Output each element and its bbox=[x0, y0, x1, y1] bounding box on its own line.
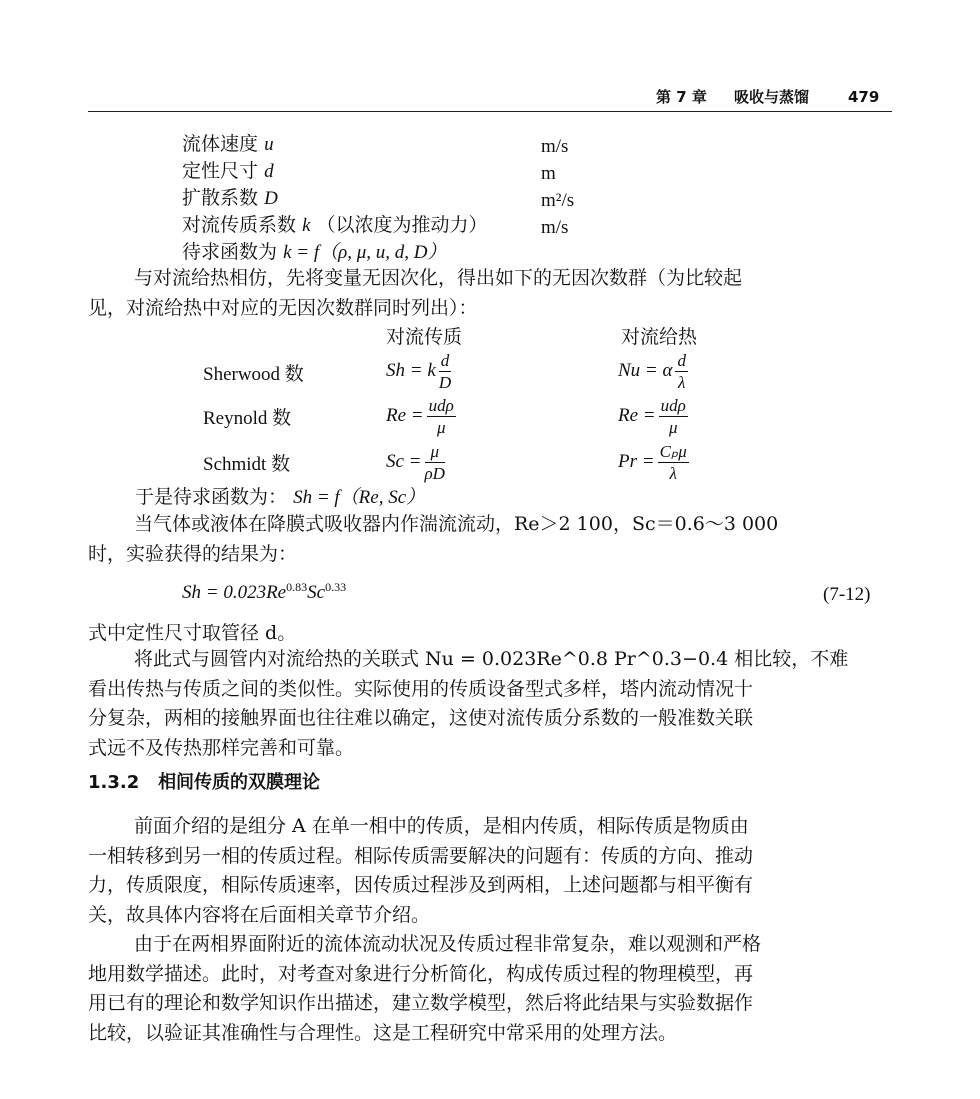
equation-7-12: $Sh = 0.023Re^{0.83}Sc^{0.33}$ bbox=[182, 580, 347, 603]
variable-label: 流体速度 u bbox=[182, 133, 274, 155]
equation-number: (7-12) bbox=[823, 584, 871, 605]
reynolds-formula-mass: Re = $\frac{\text{udρ}}{\mu}$ bbox=[386, 396, 454, 437]
chapter-title: 吸收与蒸馏 bbox=[734, 88, 810, 106]
variable-label: 对流传质系数 k （以浓度为推动力） bbox=[182, 214, 488, 236]
schmidt-formula: Sc = $\frac{\mu}{\rho D}$ bbox=[386, 442, 445, 483]
paragraph: 式中定性尺寸取管径 d。 bbox=[88, 622, 297, 644]
sherwood-formula: Sh = k $\frac{d}{D}$ bbox=[386, 351, 452, 392]
paragraph: 前面介绍的是组分 A 在单一相中的传质，是相内传质，相际传质是物质由 一相转移到另一相的传质过程。相际传质需要解决的问题有：传质的方向、推动 力，传质限度，相际传质速率，因传质过程涉及到两相，上述问题都与相平衡有 关，故具体内容将在后面相关章节介绍。 bbox=[88, 815, 754, 926]
nusselt-formula: Nu = α $\frac{d}{\lambda}$ bbox=[618, 351, 686, 392]
paragraph: 由于在两相界面附近的流体流动状况及传质过程非常复杂，难以观测和严格 地用数学描述。此时，对考查对象进行分析简化，构成传质过程的物理模型，再 用已有的理论和数学知识作出描述，建立数学模型，然后将此结果与实验数据作 比较，以验证其准确性与合理性。这是工程研究中常采用的处理方法。 bbox=[88, 933, 762, 1044]
result-function: 于是待求函数为： Sh = f（Re, Sc） bbox=[135, 486, 426, 508]
prandtl-formula: Pr = $\frac{\text{Cₚμ}}{\lambda}$ bbox=[618, 442, 687, 483]
variable-label: 扩散系数 D bbox=[182, 187, 278, 209]
paragraph: 与对流给热相仿，先将变量无因次化，得出如下的无因次数群（为比较起 见，对流给热中对应的无因次数群同时列出）： bbox=[88, 267, 743, 319]
group-name-schmidt: Schmidt 数 bbox=[203, 454, 291, 475]
paragraph: 将此式与圆管内对流给热的关联式 Nu = 0.023Re^0.8 Pr^0.3−0.4 相比较，不难 看出传热与传质之间的类似性。实际使用的传质设备型式多样，塔内流动情况十 分复杂，两相的接触界面也往往难以确定，这使对流传质分系数的一般准数关联 式远不及传热那样完善和可靠。 bbox=[88, 648, 849, 759]
section-heading: 1.3.2 相间传质的双膜理论 bbox=[88, 772, 321, 793]
group-name-sherwood: Sherwood 数 bbox=[203, 364, 304, 385]
paragraph: 当气体或液体在降膜式吸收器内作湍流流动，Re＞2 100，Sc＝0.6～3 000 时，实验获得的结果为： bbox=[88, 513, 779, 565]
chapter-label: 第 7 章 bbox=[656, 88, 707, 106]
column-header-mass-transfer: 对流传质 bbox=[386, 326, 463, 348]
column-header-heat-transfer: 对流给热 bbox=[621, 326, 698, 348]
header-rule bbox=[88, 111, 892, 112]
variable-unit: m bbox=[541, 163, 556, 184]
page-number: 479 bbox=[848, 88, 880, 106]
reynolds-formula-heat: Re = $\frac{\text{udρ}}{\mu}$ bbox=[618, 396, 686, 437]
function-line: 待求函数为 k = f（ρ, μ, u, d, D） bbox=[182, 241, 447, 263]
variable-unit: m²/s bbox=[541, 190, 575, 211]
variable-unit: m/s bbox=[541, 217, 569, 238]
group-name-reynolds: Reynold 数 bbox=[203, 408, 292, 429]
variable-label: 定性尺寸 d bbox=[182, 160, 274, 182]
variable-unit: m/s bbox=[541, 136, 569, 157]
